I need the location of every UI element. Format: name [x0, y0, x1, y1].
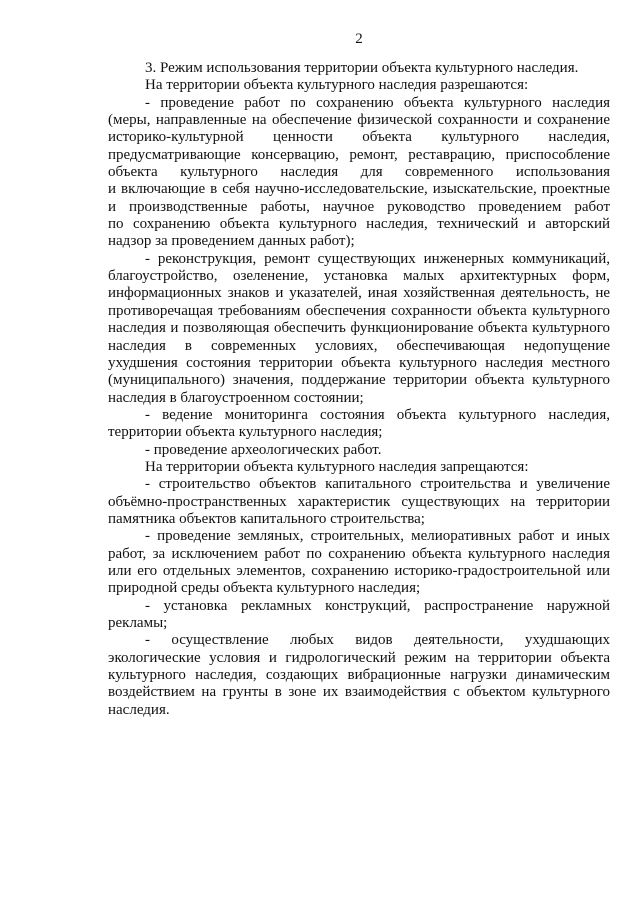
- paragraph: [108, 528, 610, 597]
- paragraph: [108, 459, 610, 476]
- text-line: работ, за исключением работ по сохранению объекта культурного наследия: [108, 545, 610, 562]
- text-line: и включающие в себя научно-исследовательские, изыскательские, проектные: [108, 181, 610, 198]
- paragraph: [108, 598, 610, 633]
- text-line: информационных знаков и указателей, иная хозяйственная деятельность, не: [108, 285, 610, 302]
- paragraph: [108, 95, 610, 251]
- text-line: (муниципального) значения, поддержание территории объекта культурного: [108, 372, 610, 389]
- text-line: - проведение работ по сохранению объекта культурного наследия: [145, 94, 610, 111]
- text-line: надзор за проведением данных работ);: [108, 233, 355, 250]
- paragraph: [108, 77, 610, 94]
- text-line: воздействием на грунты в зоне их взаимодействия с объектом культурного: [108, 684, 610, 701]
- text-line: благоустройство, озеленение, установка малых архитектурных форм,: [108, 268, 610, 285]
- text-line: На территории объекта культурного наследия разрешаются:: [145, 77, 529, 94]
- text-line: наследия и позволяющая обеспечить функционирование объекта культурного: [108, 320, 610, 337]
- document-body: [108, 60, 610, 719]
- text-line: 3. Режим использования территории объекта культурного наследия.: [145, 60, 579, 76]
- paragraph: [108, 251, 610, 407]
- text-line: или его отдельных элементов, сохранению историко-градостроительной или: [108, 562, 610, 579]
- paragraph: [108, 60, 610, 77]
- text-line: объёмно-пространственных характеристик существующих на территории: [108, 493, 610, 510]
- text-line: памятника объектов капитального строительства;: [108, 510, 425, 527]
- text-line: наследия в современных условиях, обеспечивающая недопущение: [108, 337, 610, 354]
- text-line: объекта культурного наследия для современного использования: [108, 164, 610, 181]
- text-line: территории объекта культурного наследия;: [108, 424, 383, 441]
- text-line: На территории объекта культурного наследия запрещаются:: [145, 458, 529, 475]
- text-line: предусматривающие консервацию, ремонт, реставрацию, приспособление: [108, 146, 610, 163]
- page-number: 2: [355, 31, 363, 47]
- text-line: природной среды объекта культурного наследия;: [108, 580, 421, 597]
- text-line: историко-культурной ценности объекта культурного наследия,: [108, 129, 610, 146]
- paragraph: [108, 632, 610, 719]
- paragraph: [108, 442, 610, 459]
- text-line: - осуществление любых видов деятельности, ухудшающих: [145, 632, 610, 649]
- text-line: - ведение мониторинга состояния объекта культурного наследия,: [145, 406, 610, 423]
- text-line: экологические условия и гидрологический режим на территории объекта: [108, 649, 610, 666]
- paragraph: [108, 407, 610, 442]
- text-line: по сохранению объекта культурного наследия, технический и авторский: [108, 216, 610, 233]
- text-line: противоречащая требованиям обеспечения сохранности объекта культурного: [108, 302, 610, 319]
- text-line: и производственные работы, научное руководство проведением работ: [108, 198, 610, 215]
- text-line: - строительство объектов капитального строительства и увеличение: [145, 476, 610, 493]
- text-line: наследия в благоустроенном состоянии;: [108, 389, 364, 406]
- text-line: наследия.: [108, 701, 170, 718]
- text-line: - проведение земляных, строительных, мелиоративных работ и иных: [145, 528, 610, 545]
- text-line: - установка рекламных конструкций, распространение наружной: [145, 597, 610, 614]
- text-line: ухудшения состояния территории объекта культурного наследия местного: [108, 354, 610, 371]
- text-line: рекламы;: [108, 615, 168, 631]
- paragraph: [108, 476, 610, 528]
- text-line: - проведение археологических работ.: [145, 441, 382, 458]
- text-line: - реконструкция, ремонт существующих инженерных коммуникаций,: [145, 250, 610, 267]
- text-line: (меры, направленные на обеспечение физической сохранности и сохранение: [108, 112, 610, 129]
- text-line: культурного наследия, создающих вибрационные нагрузки динамическим: [108, 667, 610, 684]
